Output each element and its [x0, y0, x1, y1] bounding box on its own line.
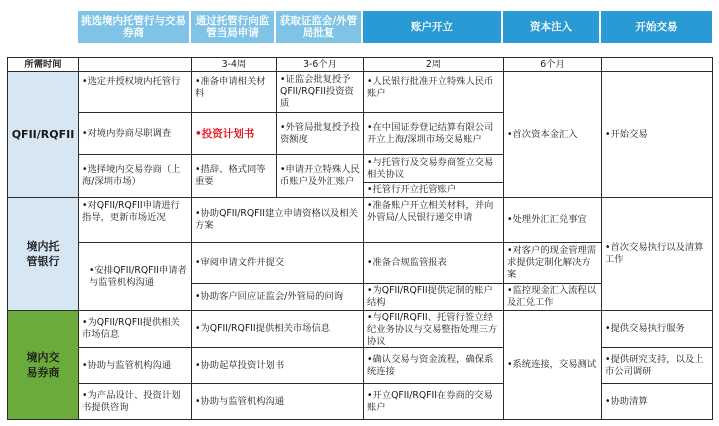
- broker-col4-item: •与QFII/RQFII、托管行签立经纪业务协议与交易整指处理三方协议: [363, 310, 504, 348]
- custodian-col23-item: •协助QFII/RQFII建立申请资格以及相关方案: [191, 197, 364, 243]
- custodian-col23-item: •协助客户回应证监会/外管局的问询: [191, 283, 364, 311]
- qfii-col5-item: •首次资本金汇入: [503, 71, 602, 198]
- qfii-col3-item: •证监会批复授予QFII/RQFII投资资质: [276, 71, 364, 113]
- qfii-col3-item: •外管局批复授予投资额度: [276, 112, 364, 155]
- custodian-col4-item: •准备合规监管报表: [363, 242, 504, 284]
- qfii-col4-item: •托管行开立托管账户: [363, 182, 504, 198]
- broker-col23-item: •为QFII/RQFII提供相关市场信息: [191, 310, 364, 348]
- broker-col1-item: •协助与监管机构沟通: [78, 347, 192, 384]
- duration-6-months: 6个月: [503, 57, 602, 72]
- qfii-col6-item: •开始交易: [601, 71, 713, 198]
- qfii-col4-item: •在中国证券登记结算有限公司开立上海/深圳市场交易账户: [363, 112, 504, 155]
- qfii-col4-item: •与托管行及交易券商签立交易相关协议: [363, 154, 504, 183]
- duration-2-weeks: 2周: [363, 57, 504, 72]
- flow-step-apply: 通过托管行向监管当局申请: [191, 11, 276, 43]
- custodian-col5-item: •处理外汇汇兑事宜: [503, 197, 602, 243]
- custodian-col23-item: •审阅申请文件并提交: [191, 242, 364, 284]
- custodian-col1-item: •对QFII/RQFII申请进行指导，更新市场近况: [78, 197, 192, 243]
- flow-step-approval: 获取证监会/外管局批复: [276, 11, 363, 43]
- row-label-custodian-bank: 境内托管银行: [7, 197, 79, 311]
- broker-col5-item: •系统连接，交易测试: [503, 310, 602, 420]
- broker-col23-item: •协助与监管机构沟通: [191, 383, 364, 420]
- qfii-col3-item: •申请开立特殊人民币账户及外汇账户: [276, 154, 364, 198]
- time-col1: [78, 57, 192, 72]
- broker-col6-item: •提供研究支持，以及上市公司调研: [601, 347, 713, 384]
- flow-step-start-trading: 开始交易: [601, 11, 712, 43]
- broker-col4-item: •确认交易与资金流程，确保系统连接: [363, 347, 504, 384]
- broker-col6-item: •协助清算: [601, 383, 713, 420]
- broker-col6-item: •提供交易执行服务: [601, 310, 713, 348]
- broker-col1-item: •为产品设计、投资计划书提供咨询: [78, 383, 192, 420]
- flow-step-select: 挑选境内托管行与交易券商: [78, 11, 191, 43]
- custodian-col4-item: •为QFII/RQFII提供定制的账户结构: [363, 283, 504, 311]
- duration-3-6-months: 3-6个月: [276, 57, 364, 72]
- qfii-col1-item: •选定并授权境内托管行: [78, 71, 192, 113]
- custodian-col1-item: •安排QFII/RQFII申请者与监管机构沟通: [78, 242, 192, 311]
- flow-step-capital-injection: 资本注入: [503, 11, 601, 43]
- broker-col23-item: •协助起草投资计划书: [191, 347, 364, 384]
- custodian-col5-item: •监控现金汇入流程以及汇兑工作: [503, 283, 602, 311]
- qfii-col2-item: •准备申请相关材料: [191, 71, 277, 113]
- broker-col1-item: •为QFII/RQFII提供相关市场信息: [78, 310, 192, 348]
- qfii-col1-item: •对境内券商尽职调查: [78, 112, 192, 155]
- qfii-col2-item: •措辞、格式同等重要: [191, 154, 277, 198]
- row-label-broker: 境内交易券商: [7, 310, 79, 420]
- custodian-col5-item: •对客户的现金管理需求提供定制化解决方案: [503, 242, 602, 284]
- time-required-label: 所需时间: [7, 57, 79, 72]
- custodian-col6-item: •首次交易执行以及清算工作: [601, 197, 713, 311]
- qfii-col4-item: •人民银行批准开立特殊人民币账户: [363, 71, 504, 113]
- custodian-col4-item: •准备账户开立相关材料，并向外管局/人民银行递交申请: [363, 197, 504, 243]
- row-label-qfii: QFII/RQFII: [7, 71, 79, 198]
- duration-3-4-weeks: 3-4周: [191, 57, 277, 72]
- time-col6: [601, 57, 713, 72]
- qfii-col1-item: •选择境内交易券商（上海/深圳市场）: [78, 154, 192, 198]
- broker-col4-item: •开立QFII/RQFII在券商的交易账户: [363, 383, 504, 420]
- flow-step-account-opening: 账户开立: [363, 11, 503, 43]
- investment-plan-highlight: •投资计划书: [191, 112, 277, 155]
